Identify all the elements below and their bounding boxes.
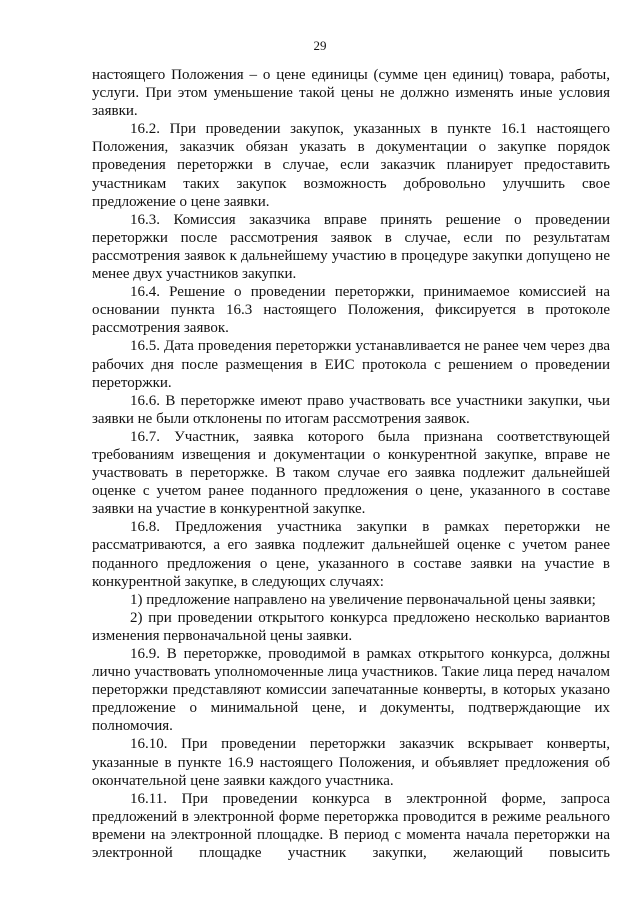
paragraph-16-7: 16.7. Участник, заявка которого была признана соответствующей требованиям извещения и документации о конкурентной закупке, вправе не участвовать в переторжке. В таком случае его заявка подлежит дальнейшей оценке с учетом ранее поданного предложения о цене, указанного в составе заявки на участие в конкурентной закупке. xyxy=(92,428,610,518)
paragraph-16-8: 16.8. Предложения участника закупки в рамках переторжки не рассматриваются, а его заявка подлежит дальнейшей оценке с учетом ранее поданного предложения о цене, указанного в составе заявки на участие в конкурентной закупке, в следующих случаях: xyxy=(92,519,610,590)
list-item-2: 2) при проведении открытого конкурса предложено несколько вариантов изменения первоначальной цены заявки. xyxy=(92,609,610,644)
page-body xyxy=(92,66,610,862)
list-item-1: 1) предложение направлено на увеличение первоначальной цены заявки; xyxy=(130,591,596,608)
paragraph-16-2: 16.2. При проведении закупок, указанных в пункте 16.1 настоящего Положения, заказчик обязан указать в документации о закупке порядок проведения переторжки в случае, если заказчик планирует предоставить участникам таких закупок возможность добровольно улучшить свое предложение о цене заявки. xyxy=(92,121,610,210)
paragraph-16-10: 16.10. При проведении переторжки заказчик вскрывает конверты, указанные в пункте 16.9 настоящего Положения, и объявляет предложения об окончательной цене заявки каждого участника. xyxy=(92,736,610,789)
paragraph-16-4: 16.4. Решение о проведении переторжки, принимаемое комиссией на основании пункта 16.3 настоящего Положения, фиксируется в протоколе рассмотрения заявок. xyxy=(92,284,610,337)
paragraph-16-5: 16.5. Дата проведения переторжки устанавливается не ранее чем через два рабочих дня после размещения в ЕИС протокола с решением о проведении переторжки. xyxy=(92,338,610,391)
paragraph-16-9: 16.9. В переторжке, проводимой в рамках открытого конкурса, должны лично участвовать уполномоченные лица участников. Такие лица перед началом переторжки представляют комиссии запечатанные конверты, в которых указано предложение о минимальной цене, и документы, подтверждающие их полномочия. xyxy=(92,646,610,735)
paragraph-16-3: 16.3. Комиссия заказчика вправе принять решение о проведении переторжки после рассмотрения заявок в случае, если по результатам рассмотрения заявок к дальнейшему участию в процедуре закупки допущено не менее двух участников закупки. xyxy=(92,211,610,283)
paragraph-16-6: 16.6. В переторжке имеют право участвовать все участники закупки, чьи заявки не были отклонены по итогам рассмотрения заявок. xyxy=(92,392,610,427)
page-number: 29 xyxy=(313,38,327,53)
paragraph-16-11: 16.11. При проведении конкурса в электронной форме, запроса предложений в электронной форме переторжка проводится в режиме реального времени на электронной площадке. В период с момента начала переторжки на электронной площадке участник закупки, желающий повысить xyxy=(92,790,610,862)
paragraph-continuation: настоящего Положения – о цене единицы (сумме цен единиц) товара, работы, услуги. При этом уменьшение такой цены не должно изменять иные условия заявки. xyxy=(92,67,610,120)
